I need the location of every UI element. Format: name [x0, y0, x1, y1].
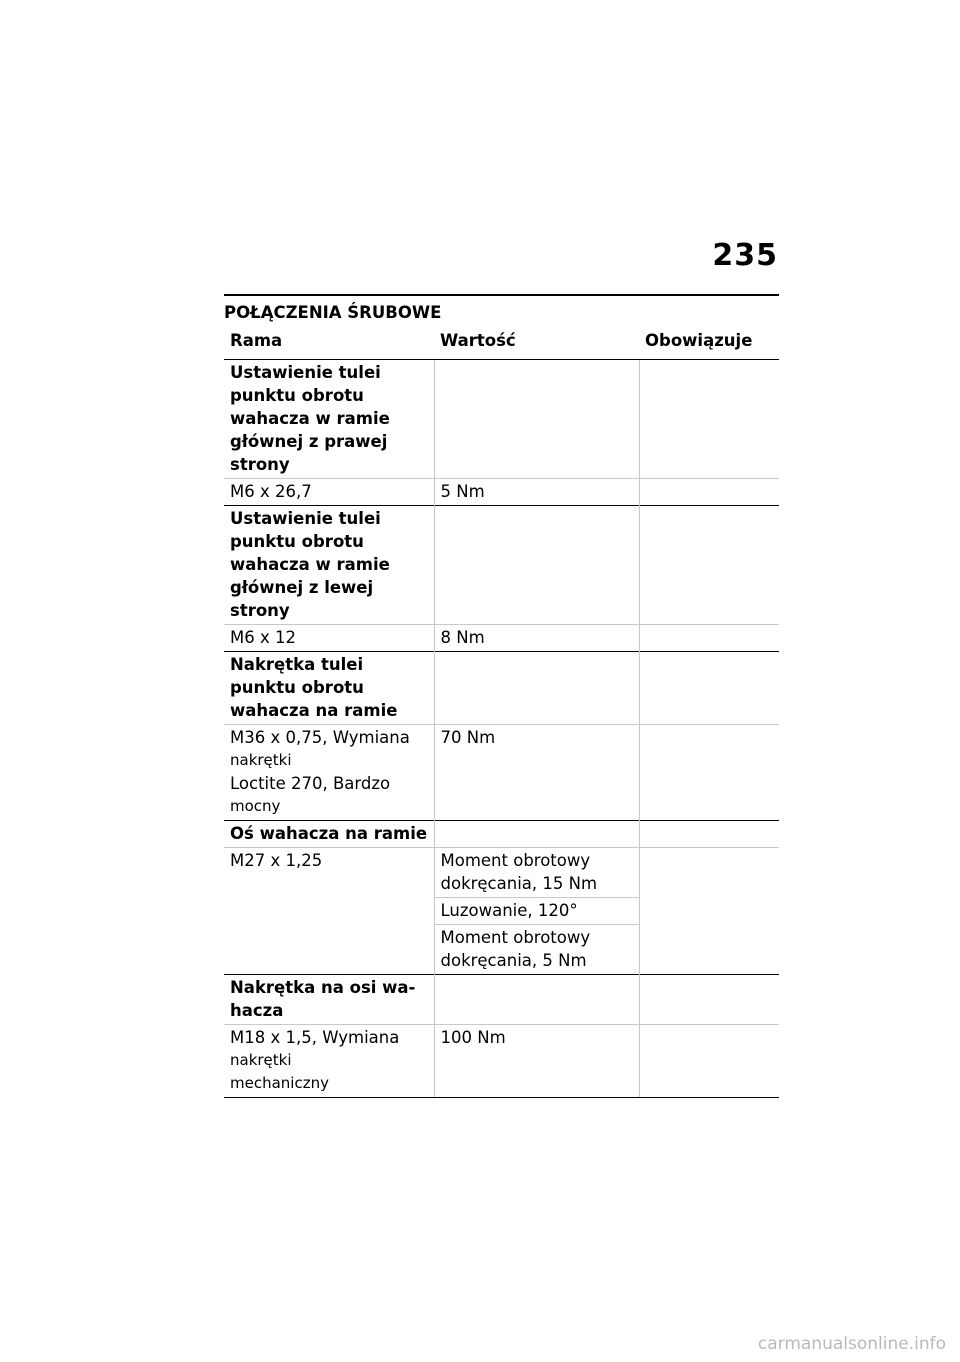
table-header-row: [224, 323, 779, 360]
spec-line: nakrętki: [230, 1051, 292, 1069]
watermark: carmanualsonline.info: [757, 1334, 946, 1354]
row-spec: [224, 1025, 434, 1098]
table-row: [224, 975, 779, 1025]
page-number: 235: [712, 238, 778, 273]
row-applies-empty: [639, 975, 779, 1025]
bolted-connections-section: [224, 294, 779, 1098]
row-applies-empty: [639, 821, 779, 848]
column-header-frame: Rama: [224, 323, 434, 360]
row-value: 8 Nm: [434, 625, 639, 652]
table-row: [224, 652, 779, 725]
column-header-value: Wartość: [434, 323, 639, 360]
row-spec: M6 x 26,7: [224, 479, 434, 506]
row-value: Moment obrotowy dokręcania, 5 Nm: [434, 925, 639, 975]
table-row: [224, 848, 779, 898]
table-row: [224, 360, 779, 479]
row-applies: [639, 725, 779, 821]
row-applies-empty: [639, 652, 779, 725]
row-applies-empty: [639, 506, 779, 625]
row-value: 70 Nm: [434, 725, 639, 821]
row-title: Ustawienie tulei punktu obrotu wahacza w ramie głównej z lewej strony: [224, 506, 434, 625]
row-title: Ustawienie tulei punktu obrotu wahacza w ramie głównej z prawej strony: [224, 360, 434, 479]
table-row: [224, 625, 779, 652]
table-row: [224, 821, 779, 848]
table-row: [224, 506, 779, 625]
row-value: Moment obrotowy dokręcania, 15 Nm: [434, 848, 639, 898]
row-title: Nakrętka na osi wa-hacza: [224, 975, 434, 1025]
row-value: 5 Nm: [434, 479, 639, 506]
row-spec: M27 x 1,25: [224, 848, 434, 975]
row-value: Luzowanie, 120°: [434, 898, 639, 925]
row-title: Nakrętka tulei punktu obrotu wahacza na ramie: [224, 652, 434, 725]
row-applies: [639, 1025, 779, 1098]
row-value-empty: [434, 506, 639, 625]
row-title: Oś wahacza na ramie: [224, 821, 434, 848]
spec-line: mechaniczny: [230, 1074, 329, 1092]
row-value: 100 Nm: [434, 1025, 639, 1098]
spec-line: Loctite 270, Bardzo: [230, 774, 391, 793]
row-value-empty: [434, 821, 639, 848]
spec-line: M18 x 1,5, Wymiana: [230, 1028, 400, 1047]
spec-line: mocny: [230, 797, 281, 815]
row-value-empty: [434, 652, 639, 725]
section-title: POŁĄCZENIA ŚRUBOWE: [224, 303, 442, 322]
torque-table: [224, 323, 779, 1098]
row-spec: [224, 725, 434, 821]
table-row: [224, 1025, 779, 1098]
table-row: [224, 479, 779, 506]
row-applies-empty: [639, 360, 779, 479]
row-applies: [639, 848, 779, 975]
row-spec: M6 x 12: [224, 625, 434, 652]
row-applies: [639, 625, 779, 652]
row-applies: [639, 479, 779, 506]
column-header-applies: Obowiązuje: [639, 323, 779, 360]
spec-line: M36 x 0,75, Wymiana: [230, 728, 410, 747]
table-row: [224, 725, 779, 821]
spec-line: nakrętki: [230, 751, 292, 769]
row-value-empty: [434, 975, 639, 1025]
row-value-empty: [434, 360, 639, 479]
